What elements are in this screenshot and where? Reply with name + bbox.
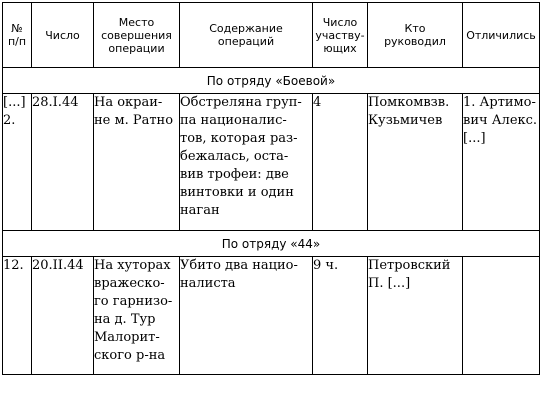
text-line: па националис-: [180, 113, 287, 128]
cell-distinguished: [463, 257, 540, 375]
text-line: п/п: [7, 35, 27, 48]
text-line: ющих: [323, 41, 357, 55]
text-line: не м. Ратно: [94, 113, 174, 128]
header-content: [180, 3, 313, 68]
text-line: Кто: [404, 22, 426, 35]
text-line: [...]: [3, 95, 26, 110]
table-row: [3, 257, 540, 375]
text-line: Число: [45, 28, 80, 42]
text-line: На хуторах: [94, 258, 171, 273]
text-line: ского р-на: [94, 348, 166, 363]
text-line: Кузьмичев: [368, 113, 443, 128]
header-date: [32, 3, 94, 68]
section-title: По отряду «Боевой»: [3, 68, 540, 94]
section-row-44: [3, 231, 540, 257]
text-line: Число: [322, 15, 358, 29]
cell-leader: [368, 94, 463, 231]
cell-leader: [368, 257, 463, 375]
header-place: [94, 3, 180, 68]
text-line: вражеско-: [94, 276, 165, 291]
text-line: №: [11, 22, 23, 35]
table-row: [3, 94, 540, 231]
cell-distinguished: [463, 94, 540, 231]
header-distinguished: [463, 3, 540, 68]
text-line: 2.: [3, 113, 16, 128]
cell-date: [32, 257, 94, 375]
text-line: наган: [180, 203, 220, 218]
cell-date: [32, 94, 94, 231]
section-row-boevoy: [3, 68, 540, 94]
text-line: Убито два нацио-: [180, 258, 298, 273]
text-line: налиста: [180, 276, 236, 291]
text-line: Петровский: [368, 258, 451, 273]
text-line: Малорит-: [94, 330, 160, 345]
cell-place: [94, 257, 180, 375]
text-line: операции: [108, 41, 165, 55]
cell-place: [94, 94, 180, 231]
text-line: тов, которая раз-: [180, 131, 298, 146]
cell-content: [180, 94, 313, 231]
text-line: 12.: [3, 258, 24, 273]
text-line: го гарнизо-: [94, 294, 173, 309]
text-line: [...]: [463, 131, 486, 146]
text-line: 1. Артимо-: [463, 95, 536, 110]
header-count: [313, 3, 368, 68]
text-line: П. [...]: [368, 276, 411, 291]
cell-num: [3, 257, 32, 375]
text-line: 4: [313, 95, 322, 110]
text-line: винтовки и один: [180, 185, 294, 200]
text-line: совершения: [101, 28, 172, 42]
text-line: руководил: [384, 35, 446, 48]
text-line: 9 ч.: [313, 258, 339, 273]
text-line: 20.II.44: [32, 258, 84, 273]
text-line: вив трофеи: две: [180, 167, 289, 182]
operations-table: [2, 2, 540, 375]
section-title: По отряду «44»: [3, 231, 540, 257]
cell-content: [180, 257, 313, 375]
text-line: на д. Тур: [94, 312, 156, 327]
text-line: Обстреляна груп-: [180, 95, 302, 110]
header-leader: [368, 3, 463, 68]
text-line: участву-: [315, 28, 365, 42]
text-line: 28.I.44: [32, 95, 79, 110]
text-line: Отличились: [466, 28, 536, 42]
cell-count: [313, 94, 368, 231]
header-num: [3, 3, 32, 68]
text-line: вич Алекс.: [463, 113, 538, 128]
cell-count: [313, 257, 368, 375]
text-line: Место: [118, 15, 155, 29]
cell-num: [3, 94, 32, 231]
text-line: На окраи-: [94, 95, 163, 110]
text-line: операций: [217, 35, 275, 48]
text-line: Помкомвзв.: [368, 95, 450, 110]
text-line: бежалась, оста-: [180, 149, 289, 164]
text-line: Содержание: [209, 22, 283, 35]
header-row: [3, 3, 540, 68]
